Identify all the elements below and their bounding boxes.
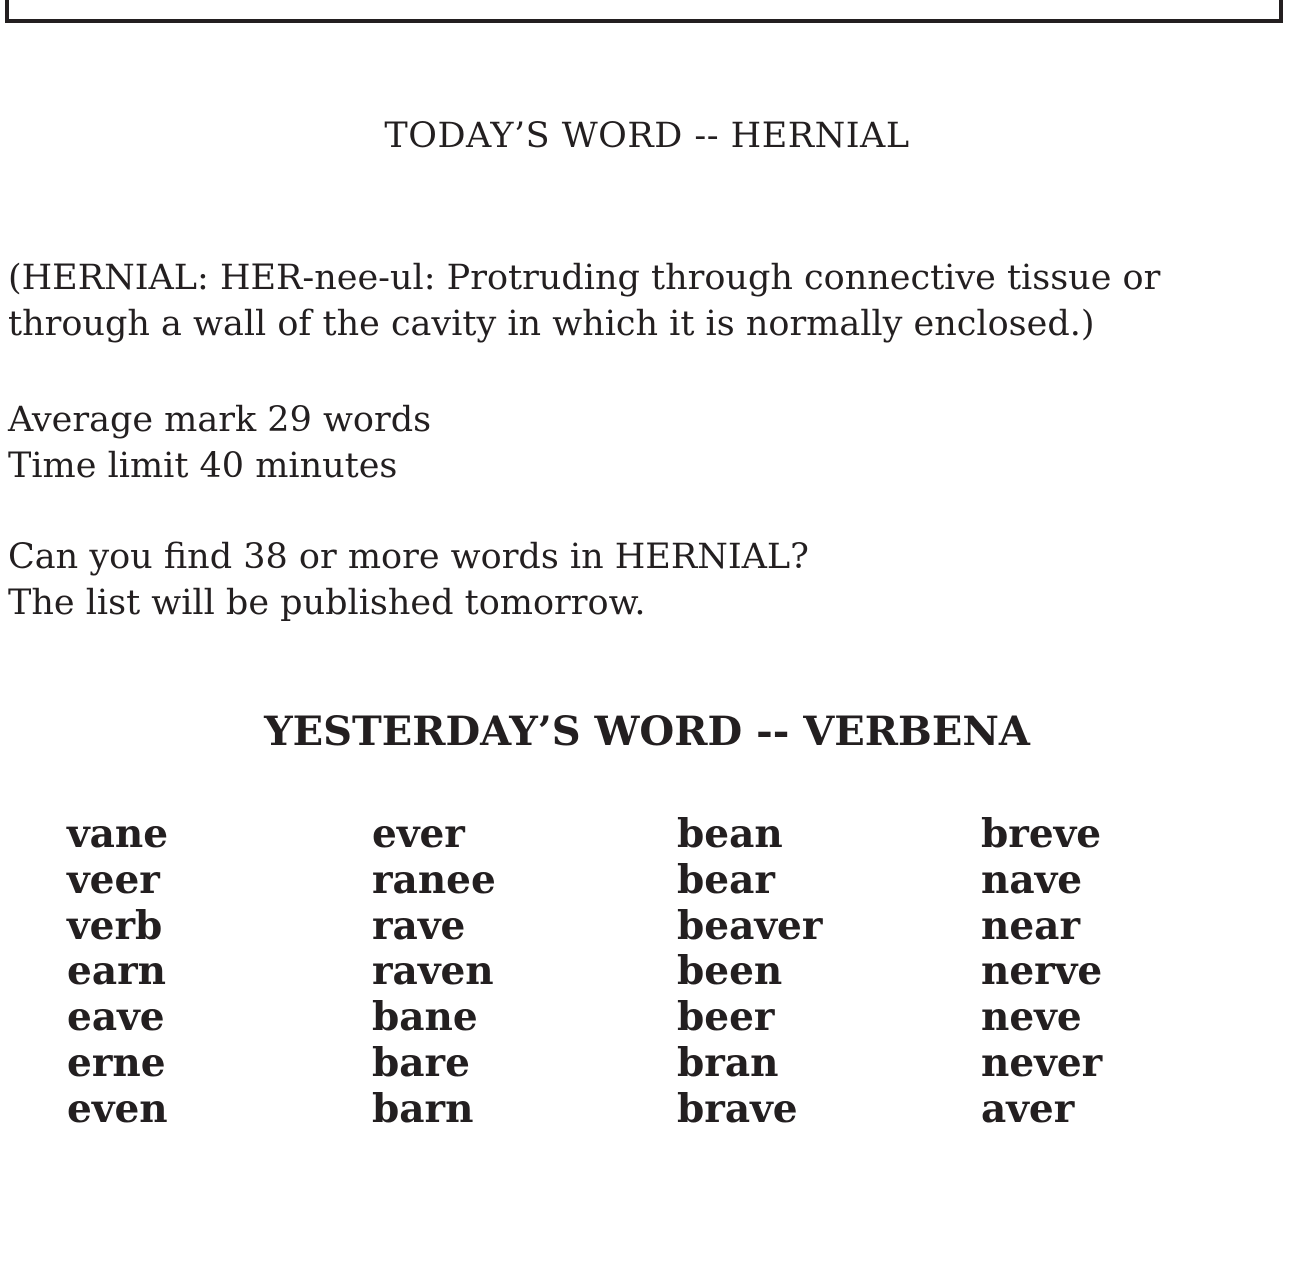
word-item: ranee xyxy=(372,856,496,903)
word-list-grid xyxy=(67,812,1287,1142)
published-note: The list will be published tomorrow. xyxy=(8,583,646,623)
todays-word-title: TODAY’S WORD -- HERNIAL xyxy=(384,116,910,156)
time-limit: Time limit 40 minutes xyxy=(8,446,398,486)
word-column xyxy=(677,812,967,1133)
definition-line: (HERNIAL: HER-nee-ul: Protruding through connective tissue or xyxy=(8,258,1161,298)
challenge-question: Can you find 38 or more words in HERNIAL? xyxy=(8,537,809,577)
word-item: aver xyxy=(981,1085,1075,1132)
word-item: been xyxy=(677,948,783,995)
word-item: ever xyxy=(372,811,465,857)
word-item: beer xyxy=(677,994,775,1041)
word-item: raven xyxy=(372,948,494,995)
word-item: earn xyxy=(67,948,166,995)
average-mark: Average mark 29 words xyxy=(8,400,432,440)
yesterdays-word-title: YESTERDAY’S WORD -- VERBENA xyxy=(264,708,1030,755)
definition-line: through a wall of the cavity in which it is normally enclosed.) xyxy=(8,304,1095,344)
word-item: near xyxy=(981,902,1080,949)
word-item: nave xyxy=(981,856,1083,903)
word-item: barn xyxy=(372,1085,474,1132)
word-item: beaver xyxy=(677,902,823,949)
word-item: brave xyxy=(677,1085,798,1132)
top-border-box xyxy=(5,0,1283,23)
word-column xyxy=(372,812,662,1133)
word-item: never xyxy=(981,1039,1103,1086)
word-item: bane xyxy=(372,994,478,1041)
word-column xyxy=(67,812,357,1133)
word-column xyxy=(981,812,1271,1133)
word-item: neve xyxy=(981,994,1082,1041)
word-item: vane xyxy=(67,811,169,857)
puzzle-stats xyxy=(8,397,431,489)
word-item: breve xyxy=(981,811,1102,857)
word-definition xyxy=(8,255,1268,347)
word-item: eave xyxy=(67,994,165,1041)
word-item: erne xyxy=(67,1039,166,1086)
word-item: even xyxy=(67,1085,168,1132)
word-item: bean xyxy=(677,811,783,857)
word-item: verb xyxy=(67,902,163,949)
word-item: bran xyxy=(677,1039,779,1086)
word-item: nerve xyxy=(981,948,1103,995)
word-item: bear xyxy=(677,856,775,903)
challenge-text xyxy=(8,534,809,626)
word-item: bare xyxy=(372,1039,470,1086)
word-item: rave xyxy=(372,902,466,949)
word-item: veer xyxy=(67,856,160,903)
